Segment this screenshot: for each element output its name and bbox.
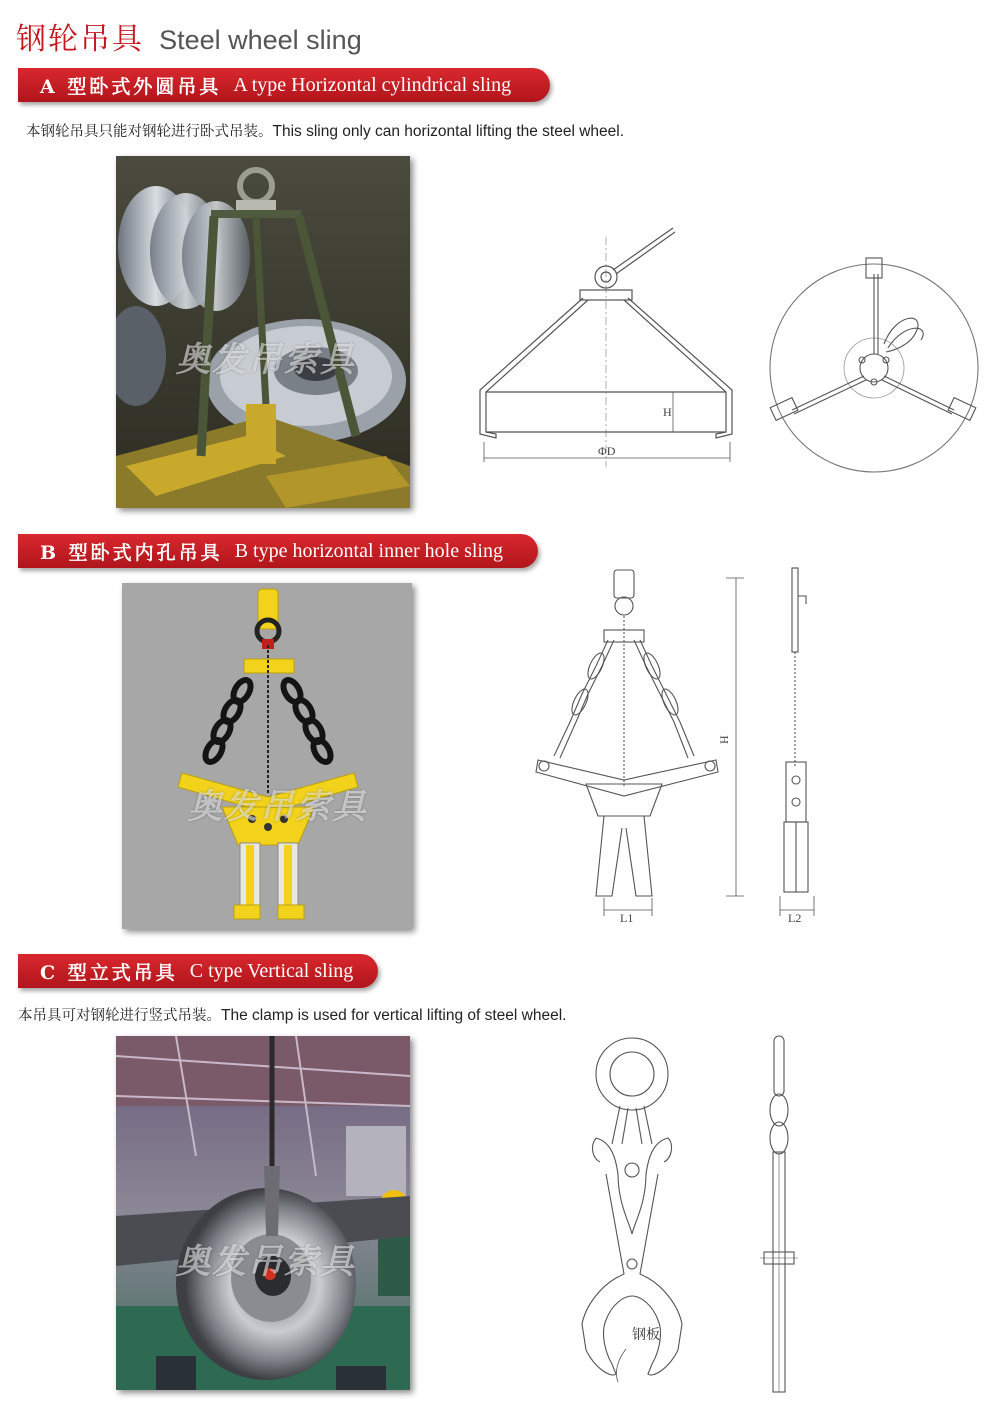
section-a-label-en: A type Horizontal cylindrical sling — [233, 73, 512, 96]
section-a-banner — [18, 68, 550, 102]
section-b-banner — [18, 534, 538, 568]
section-b-label-zh: B 型卧式内孔吊具 — [40, 541, 223, 564]
page-title — [16, 14, 362, 58]
section-a-description — [26, 120, 624, 141]
section-c-side-drawing — [756, 1034, 806, 1396]
section-c-desc-en: The clamp is used for vertical lifting of steel wheel. — [221, 1007, 567, 1024]
section-a-photo — [116, 156, 410, 508]
section-b-label-en: B type horizontal inner hole sling — [234, 539, 503, 562]
section-a-top-drawing — [766, 252, 986, 476]
section-c-front-drawing — [572, 1034, 698, 1396]
watermark: 奥发吊索具 — [188, 787, 368, 827]
section-c-label-zh: C 型立式吊具 — [40, 961, 178, 984]
section-b-front-drawing — [530, 566, 756, 926]
page-title-zh: 钢轮吊具 — [16, 22, 144, 57]
section-b-photo — [122, 583, 412, 929]
dim-h-label: H — [663, 405, 672, 419]
section-a-desc-zh: 本钢轮吊具只能对钢轮进行卧式吊装。 — [26, 124, 273, 140]
section-b-side-drawing — [770, 566, 824, 926]
dim-l1-label: L1 — [620, 911, 634, 925]
section-c-banner — [18, 954, 378, 988]
dim-d-label: ΦD — [598, 444, 616, 458]
watermark: 奥发吊索具 — [176, 1242, 356, 1282]
section-c-description — [18, 1004, 566, 1025]
section-c-label-en: C type Vertical sling — [189, 959, 354, 982]
section-a-desc-en: This sling only can horizontal lifting the steel wheel. — [272, 123, 625, 140]
section-c-photo — [116, 1036, 410, 1390]
plate-label: 钢板 — [632, 1327, 660, 1343]
section-a-label-zh: A 型卧式外圆吊具 — [40, 75, 222, 98]
watermark: 奥发吊索具 — [176, 340, 356, 380]
dim-h-label-b: H — [717, 735, 731, 744]
section-c-desc-zh: 本吊具可对钢轮进行竖式吊装。 — [18, 1008, 221, 1024]
section-a-front-drawing — [468, 222, 758, 472]
dim-l2-label: L2 — [788, 911, 802, 925]
page-title-en: Steel wheel sling — [159, 25, 362, 55]
